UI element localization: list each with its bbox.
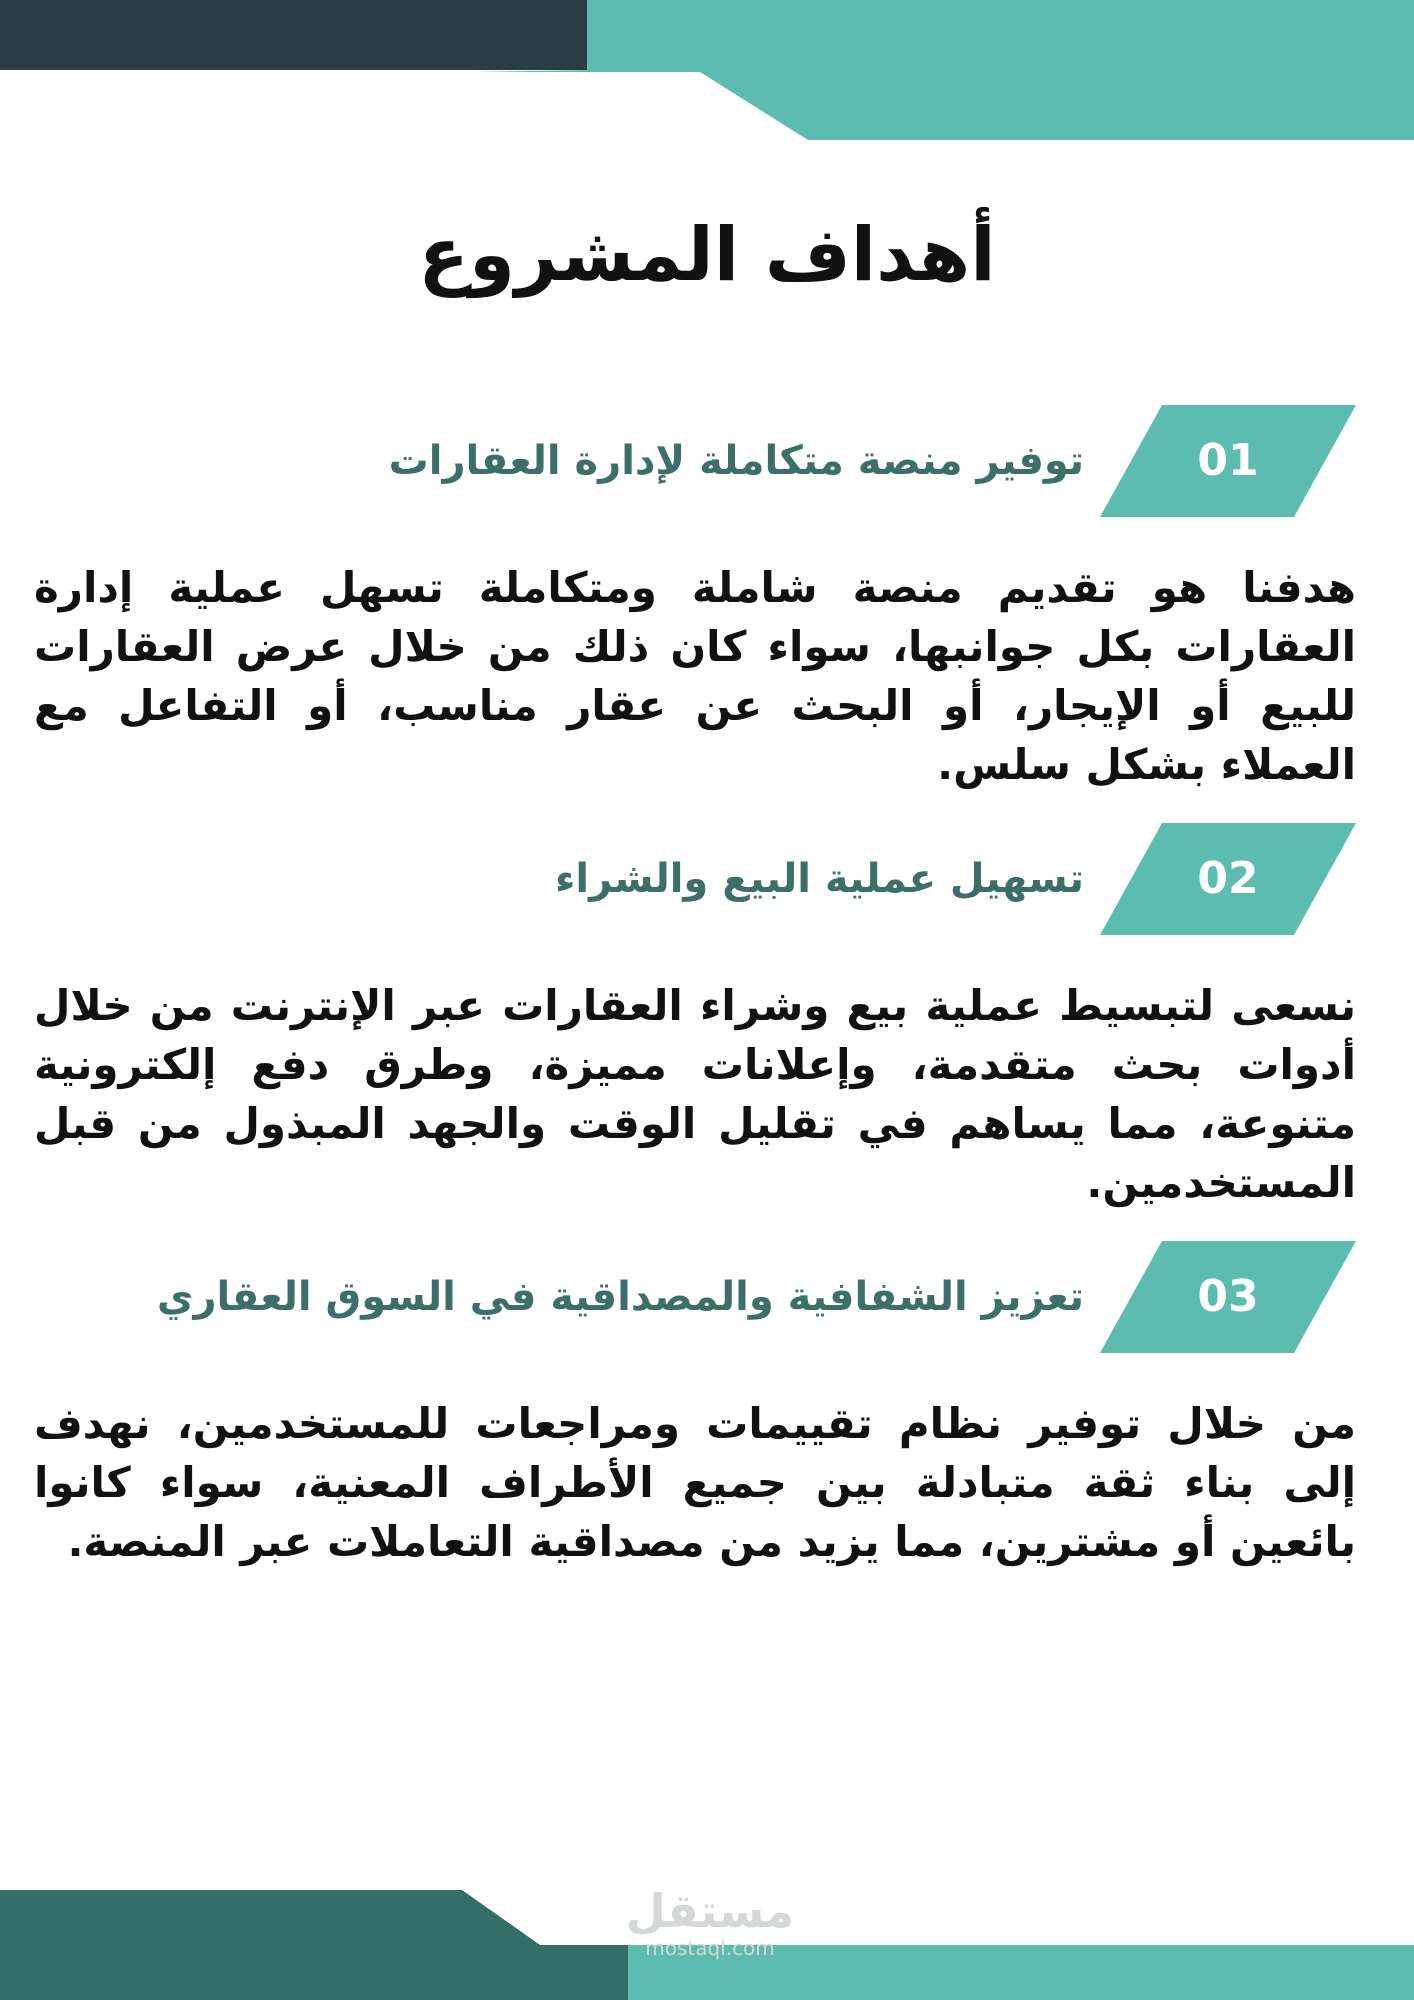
watermark-latin: mostaql.com: [645, 1936, 775, 1960]
goal-badge-1: [1100, 405, 1356, 517]
goal-heading-3: تعزيز الشفافية والمصداقية في السوق العقاري: [156, 1274, 1084, 1320]
goal-heading-2: تسهيل عملية البيع والشراء: [554, 856, 1084, 902]
top-dark-bar: [0, 0, 587, 70]
watermark-arabic: مستقل: [625, 1884, 795, 1938]
goal-heading-1: توفير منصة متكاملة لإدارة العقارات: [388, 438, 1084, 484]
goal-number: 02: [1197, 853, 1259, 904]
goal-body-3: من خلال توفير نظام تقييمات ومراجعات للمستخدمين، نهدف إلى بناء ثقة متبادلة بين جميع الأطراف المعنية، سواء كانوا بائعين أو مشترين، مما يزيد من مصداقية التعاملات عبر المنصة.: [34, 1399, 1356, 1566]
top-teal-band: [475, 0, 1414, 140]
bottom-dark-teal-band: [0, 1890, 628, 2000]
page-title: أهداف المشروع: [418, 212, 996, 298]
watermark: [620, 1885, 800, 1959]
goal-body-1: هدفنا هو تقديم منصة شاملة ومتكاملة تسهل عملية إدارة العقارات بكل جوانبها، سواء كان ذلك من خلال عرض العقارات للبيع أو الإيجار، أو البحث عن عقار مناسب، أو التفاعل مع العملاء بشكل سلس.: [34, 563, 1356, 789]
goal-number: 01: [1197, 435, 1259, 486]
goal-badge-3: [1100, 1241, 1356, 1353]
goal-number: 03: [1197, 1271, 1259, 1322]
goal-badge-2: [1100, 823, 1356, 935]
goal-body-2: نسعى لتبسيط عملية بيع وشراء العقارات عبر الإنترنت من خلال أدوات بحث متقدمة، وإعلانات مميزة، وطرق دفع إلكترونية متنوعة، مما يساهم في تقليل الوقت والجهد المبذول من قبل المستخدمين.: [34, 981, 1356, 1207]
top-decoration: [0, 0, 1414, 145]
